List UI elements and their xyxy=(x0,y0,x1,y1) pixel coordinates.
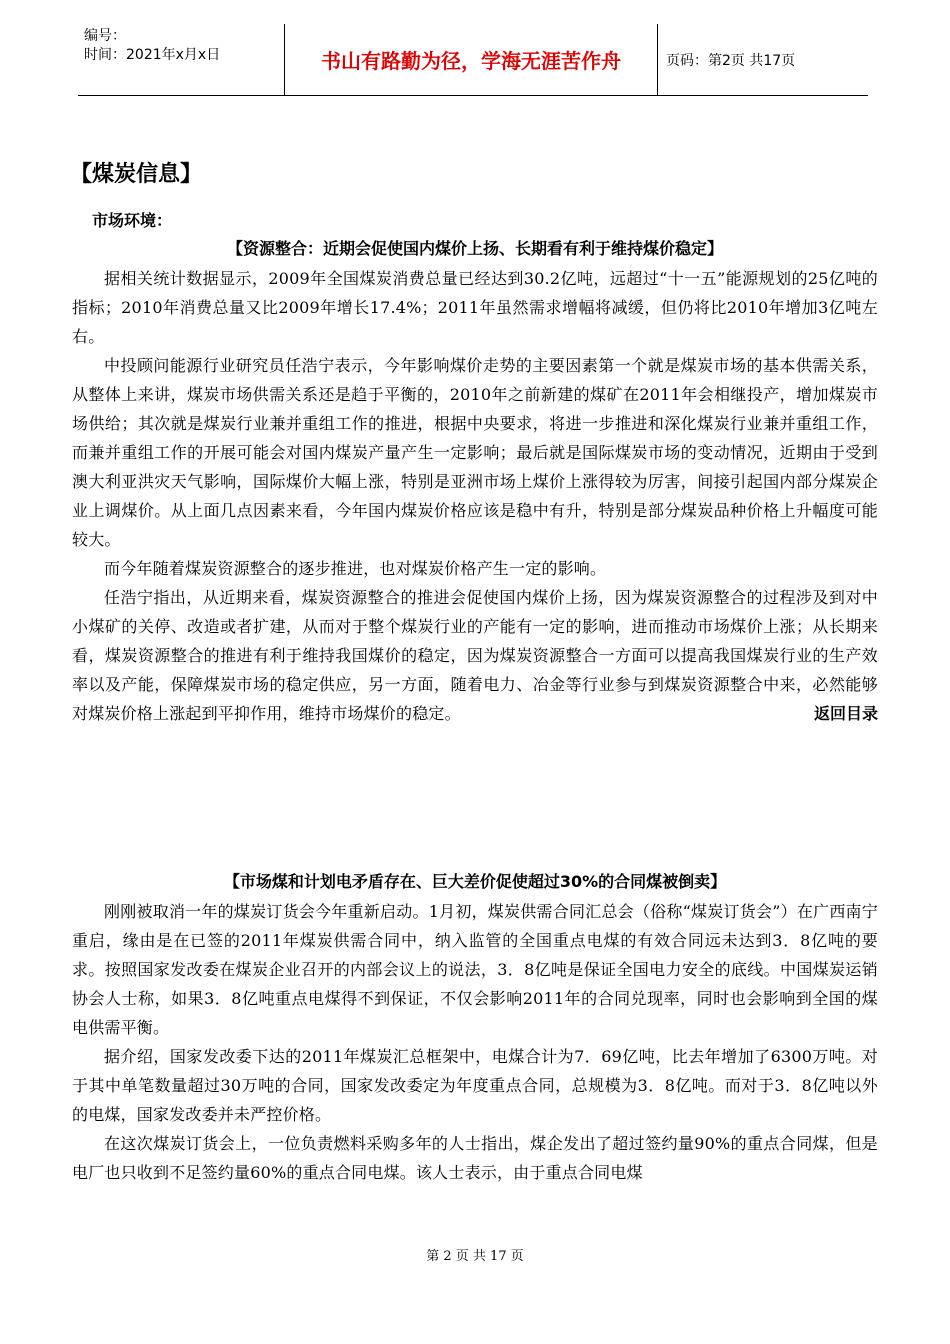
paragraph: 刚刚被取消一年的煤炭订货会今年重新启动。1月初，煤炭供需合同汇总会（俗称“煤炭订货会”）在广西南宁重启，缘由是在已签的2011年煤炭供需合同中，纳入监管的全国重点电煤的有效合同远未达到3．8亿吨的要求。按照国家发改委在煤炭企业召开的内部会议上的说法，3．8亿吨是保证全国电力安全的底线。中国煤炭运销协会人士称，如果3．8亿吨重点电煤得不到保证，不仅会影响2011年的合同兑现率，同时也会影响到全国的煤电供需平衡。 xyxy=(72,902,878,1037)
paragraph: 据相关统计数据显示，2009年全国煤炭消费总量已经达到30.2亿吨，远超过“十一五”能源规划的25亿吨的指标；2010年消费总量又比2009年增长17.4%；2011年虽然需求增幅将减缓，但仍将比2010年增加3亿吨左右。 xyxy=(72,269,878,346)
paragraph: 在这次煤炭订货会上，一位负责燃料采购多年的人士指出，煤企发出了超过签约量90%的重点合同煤，但是电厂也只收到不足签约量60%的重点合同电煤。该人士表示，由于重点合同电煤 xyxy=(72,1134,878,1182)
paragraph: 任浩宁指出，从近期来看，煤炭资源整合的推进会促使国内煤价上扬，因为煤炭资源整合的过程涉及到对中小煤矿的关停、改造或者扩建，从而对于整个煤炭行业的产能有一定的影响，进而推动市场煤价上涨；从长期来看，煤炭资源整合的推进有利于维持我国煤价的稳定，因为煤炭资源整合一方面可以提高我国煤炭行业的生产效率以及产能，保障煤炭市场的稳定供应，另一方面，随着电力、冶金等行业参与到煤炭资源整合中来，必然能够对煤炭价格上涨起到平抑作用，维持市场煤价的稳定。 xyxy=(72,588,878,723)
header-page-code: 页码：第2页 共17页 xyxy=(658,24,869,96)
paragraph: 而今年随着煤炭资源整合的逐步推进，也对煤炭价格产生一定的影响。 xyxy=(104,559,607,578)
back-to-contents-link[interactable]: 返回目录 xyxy=(813,704,878,723)
paragraph: 据介绍，国家发改委下达的2011年煤炭汇总框架中，电煤合计为7．69亿吨，比去年增加了6300万吨。对于其中单笔数量超过30万吨的合同，国家发改委定为年度重点合同，总规模为3．8亿吨。而对于3．8亿吨以外的电煤，国家发改委并未严控价格。 xyxy=(72,1047,878,1124)
number-label: 编号： xyxy=(84,28,126,44)
article-title: 【资源整合：近期会促使国内煤价上扬、长期看有利于维持煤价稳定】 xyxy=(226,239,723,258)
article-contract-coal xyxy=(72,867,878,1187)
article-resource-integration xyxy=(72,234,878,728)
document-header xyxy=(78,24,868,96)
date-label: 时间：2021年x月x日 xyxy=(84,47,221,63)
section-title: 【煤炭信息】 xyxy=(70,162,203,187)
header-motto: 书山有路勤为径，学海无涯苦作舟 xyxy=(285,24,658,96)
sub-title: 市场环境： xyxy=(92,211,173,230)
paragraph: 中投顾问能源行业研究员任浩宁表示，今年影响煤价走势的主要因素第一个就是煤炭市场的基本供需关系，从整体上来讲，煤炭市场供需关系还是趋于平衡的，2010年之前新建的煤矿在2011年会相继投产，增加煤炭市场供给；其次就是煤炭行业兼并重组工作的推进，根据中央要求，将进一步推进和深化煤炭行业兼并重组工作，而兼并重组工作的开展可能会对国内煤炭产量产生一定影响；最后就是国际煤炭市场的变动情况，近期由于受到澳大利亚洪灾天气影响，国际煤价大幅上涨，特别是亚洲市场上煤价上涨得较为厉害，间接引起国内部分煤炭企业上调煤价。从上面几点因素来看，今年国内煤炭价格应该是稳中有升，特别是部分煤炭品种价格上升幅度可能较大。 xyxy=(72,356,878,549)
header-meta xyxy=(78,24,285,96)
article-title: 【市场煤和计划电矛盾存在、巨大差价促使超过30%的合同煤被倒卖】 xyxy=(223,872,727,891)
page-footer: 第 2 页 共 17 页 xyxy=(426,1249,524,1264)
